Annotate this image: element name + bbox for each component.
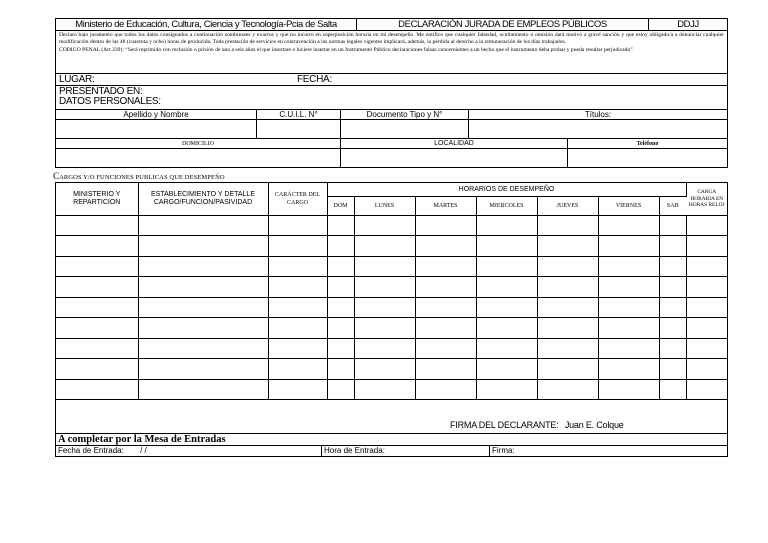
cargo-cell[interactable] — [268, 379, 327, 400]
cargo-cell[interactable] — [659, 359, 686, 380]
cargo-cell[interactable] — [476, 277, 537, 298]
cargo-row — [56, 297, 727, 318]
form-header — [56, 19, 727, 31]
cargo-cell[interactable] — [327, 359, 354, 380]
personal-data-header — [56, 110, 727, 120]
cargo-cell[interactable] — [56, 277, 138, 298]
entry-desk-title: A completar por la Mesa de Entradas — [56, 434, 727, 446]
cargo-cell[interactable] — [659, 236, 686, 257]
address-header — [56, 139, 727, 149]
cargo-cell[interactable] — [268, 318, 327, 339]
cargo-cell[interactable] — [138, 359, 268, 380]
cargo-cell[interactable] — [327, 318, 354, 339]
cargo-cell[interactable] — [659, 338, 686, 359]
cargo-cell[interactable] — [537, 215, 598, 236]
cargo-cell[interactable] — [598, 379, 659, 400]
cargo-cell[interactable] — [138, 256, 268, 277]
cargos-grid — [56, 183, 727, 400]
penal-code-text: CODIGO PENAL (Art.239): “Será reprimido con reclusión o prisión de uno a seis años el que insertare o hiciere insertar en un Instrumento Público declaraciones falsas concernientes a un hecho que el instrumento deba probar y pueda resultar perjudicado”. — [59, 47, 635, 53]
cargo-cell[interactable] — [56, 236, 138, 257]
cargo-cell[interactable] — [686, 379, 727, 400]
cargo-cell[interactable] — [354, 318, 415, 339]
cargo-cell[interactable] — [268, 338, 327, 359]
cargos-header-row-1 — [56, 183, 727, 196]
cargo-cell[interactable] — [686, 236, 727, 257]
cargo-cell[interactable] — [354, 359, 415, 380]
locality-column-header: LOCALIDAD — [341, 139, 568, 148]
cargo-cell[interactable] — [327, 379, 354, 400]
cargo-cell[interactable] — [354, 236, 415, 257]
entry-date-value: / / — [140, 446, 147, 455]
cargo-cell[interactable] — [138, 379, 268, 400]
cargo-cell[interactable] — [476, 359, 537, 380]
cargo-cell[interactable] — [56, 215, 138, 236]
cargo-cell[interactable] — [686, 297, 727, 318]
cargo-cell[interactable] — [138, 215, 268, 236]
cargo-cell[interactable] — [268, 359, 327, 380]
cargo-cell[interactable] — [354, 379, 415, 400]
cargo-row — [56, 215, 727, 236]
locality-field[interactable] — [341, 149, 568, 167]
name-field[interactable] — [56, 120, 257, 138]
entry-time-label: Hora de Entrada: — [324, 446, 385, 455]
day-column-header: JUEVES — [537, 196, 598, 215]
cargo-row — [56, 318, 727, 339]
cargo-cell[interactable] — [415, 236, 476, 257]
cargo-cell[interactable] — [354, 277, 415, 298]
cargo-row — [56, 359, 727, 380]
cargo-cell[interactable] — [327, 277, 354, 298]
cargo-cell[interactable] — [56, 379, 138, 400]
cargo-cell[interactable] — [415, 277, 476, 298]
day-column-header: LUNES — [354, 196, 415, 215]
cargo-cell[interactable] — [659, 256, 686, 277]
cargo-row — [56, 256, 727, 277]
day-column-header: MARTES — [415, 196, 476, 215]
cargo-cell[interactable] — [659, 215, 686, 236]
cargo-cell[interactable] — [476, 236, 537, 257]
cargos-title-initial: C — [53, 171, 60, 181]
cargo-cell[interactable] — [327, 215, 354, 236]
cuil-column-header: C.U.I.L. N° — [257, 110, 341, 119]
cargo-cell[interactable] — [415, 379, 476, 400]
cargo-row — [56, 277, 727, 298]
cargo-cell[interactable] — [476, 379, 537, 400]
ministry-name: Ministerio de Educación, Cultura, Ciencia y Tecnología-Pcia de Salta — [56, 19, 357, 30]
load-column-header: CARGA HORARIA EN HORAS RELOJ — [686, 183, 727, 215]
cargo-cell[interactable] — [415, 338, 476, 359]
signature-area — [55, 400, 728, 433]
cargo-cell[interactable] — [686, 338, 727, 359]
phone-field[interactable] — [568, 149, 727, 167]
cargo-cell[interactable] — [598, 338, 659, 359]
cargo-cell[interactable] — [415, 318, 476, 339]
cuil-field[interactable] — [257, 120, 341, 138]
cargo-cell[interactable] — [138, 297, 268, 318]
cargo-cell[interactable] — [659, 379, 686, 400]
signature-label: FIRMA DEL DECLARANTE: — [450, 420, 559, 430]
cargo-cell[interactable] — [598, 359, 659, 380]
entry-date-label: Fecha de Entrada: — [58, 446, 124, 455]
cargo-cell[interactable] — [354, 297, 415, 318]
cargo-cell[interactable] — [686, 359, 727, 380]
day-column-header: DOM — [327, 196, 354, 215]
oath-text: Declaro bajo juramento que todos los datos consignados a continuación sombreases y exactos y que no incurro en superposición horaria en mi desempeño. Me notifico que cualquier falsedad, ocultamiento u omisión dará motivo a gravé sanción y que estoy obligado/a a denunciar cualquier modificación dentro de las 48 (cuarenta y ocho) horas de producida. Toda prestación de servicios en contravención a las normas legales vigentes implicará, además, la pérdida al derecho a la remuneración de los días trabajados. — [59, 32, 724, 45]
presented-block — [56, 86, 727, 110]
cargo-cell[interactable] — [476, 297, 537, 318]
cargo-row — [56, 236, 727, 257]
ministry-column-header: MINISTERIO Y REPARTICION — [56, 183, 138, 215]
declarant-name: Juan E. Colque — [564, 420, 624, 430]
cargo-cell[interactable] — [268, 215, 327, 236]
address-row — [56, 149, 727, 167]
cargo-cell[interactable] — [598, 318, 659, 339]
cargo-cell[interactable] — [476, 318, 537, 339]
cargo-cell[interactable] — [354, 215, 415, 236]
schedule-column-header: HORARIOS DE DESEMPEÑO — [327, 183, 686, 196]
cargo-cell[interactable] — [537, 256, 598, 277]
presented-label: PRESENTADO EN: — [59, 86, 143, 97]
cargo-cell[interactable] — [686, 277, 727, 298]
cargo-cell[interactable] — [598, 215, 659, 236]
phone-column-header: Teléfono — [636, 140, 659, 147]
cargo-cell[interactable] — [354, 256, 415, 277]
lugar-label: LUGAR: — [59, 74, 95, 85]
personal-data-row — [56, 120, 727, 139]
cargo-cell[interactable] — [138, 318, 268, 339]
form-title: DECLARACIÓN JURADA DE EMPLEOS PÚBLICOS — [357, 19, 649, 30]
cargo-cell[interactable] — [598, 277, 659, 298]
day-column-header: SAB — [659, 196, 686, 215]
cargo-cell[interactable] — [686, 256, 727, 277]
cargo-cell[interactable] — [476, 256, 537, 277]
cargo-cell[interactable] — [327, 297, 354, 318]
character-column-header: CARÁCTER DEL CARGO — [268, 183, 327, 215]
cargo-row — [56, 338, 727, 359]
cargo-cell[interactable] — [354, 338, 415, 359]
cargo-cell[interactable] — [56, 297, 138, 318]
cargo-cell[interactable] — [537, 277, 598, 298]
cargo-cell[interactable] — [327, 236, 354, 257]
legal-declaration — [56, 31, 727, 74]
cargo-cell[interactable] — [268, 256, 327, 277]
cargo-cell[interactable] — [537, 318, 598, 339]
cargo-cell[interactable] — [56, 318, 138, 339]
cargo-row — [56, 379, 727, 400]
cargo-cell[interactable] — [415, 256, 476, 277]
cargo-cell[interactable] — [268, 236, 327, 257]
document-field[interactable] — [341, 120, 469, 138]
cargo-cell[interactable] — [659, 277, 686, 298]
ddjj-form — [55, 18, 728, 168]
cargo-cell[interactable] — [56, 256, 138, 277]
cargo-cell[interactable] — [415, 297, 476, 318]
cargos-section-title — [53, 171, 225, 181]
cargo-cell[interactable] — [138, 236, 268, 257]
cargo-cell[interactable] — [537, 379, 598, 400]
cargo-cell[interactable] — [138, 277, 268, 298]
cargo-cell[interactable] — [686, 215, 727, 236]
fecha-label: FECHA: — [297, 74, 332, 85]
entry-desk-row — [56, 446, 727, 456]
cargo-cell[interactable] — [415, 359, 476, 380]
cargos-title-text: ARGOS Y/O FUNCIONES PUBLICAS QUE DESEMPEÑO — [59, 174, 225, 181]
entry-date[interactable] — [56, 446, 322, 456]
cargo-cell[interactable] — [598, 256, 659, 277]
cargo-cell[interactable] — [56, 338, 138, 359]
name-column-header: Apellido y Nombre — [56, 110, 257, 119]
cargo-cell[interactable] — [598, 236, 659, 257]
domicile-column-header: DOMICILIO — [56, 139, 341, 148]
establishment-column-header: ESTABLECIMIENTO Y DETALLE CARGO/FUNCION/PASIVIDAD — [138, 183, 268, 215]
cargo-cell[interactable] — [476, 215, 537, 236]
cargo-cell[interactable] — [268, 297, 327, 318]
cargo-cell[interactable] — [537, 297, 598, 318]
cargo-cell[interactable] — [415, 215, 476, 236]
entry-signature-label: Firma: — [492, 446, 515, 455]
cargo-cell[interactable] — [268, 277, 327, 298]
form-code: DDJJ — [677, 19, 699, 30]
cargo-cell[interactable] — [476, 338, 537, 359]
personal-data-label: DATOS PERSONALES: — [59, 96, 161, 107]
cargo-cell[interactable] — [138, 338, 268, 359]
cargo-cell[interactable] — [659, 318, 686, 339]
cargo-cell[interactable] — [598, 297, 659, 318]
cargo-cell[interactable] — [686, 318, 727, 339]
place-date-row — [56, 74, 727, 86]
document-column-header: Documento Tipo y N° — [341, 110, 469, 119]
cargo-cell[interactable] — [537, 338, 598, 359]
entry-desk-section — [55, 433, 728, 457]
cargo-cell[interactable] — [537, 236, 598, 257]
cargo-cell[interactable] — [327, 256, 354, 277]
day-column-header: MIERCOLES — [476, 196, 537, 215]
day-column-header: VIERNES — [598, 196, 659, 215]
cargo-cell[interactable] — [327, 338, 354, 359]
titles-field[interactable] — [469, 120, 727, 138]
cargo-cell[interactable] — [537, 359, 598, 380]
domicile-field[interactable] — [56, 149, 341, 167]
cargo-cell[interactable] — [659, 297, 686, 318]
cargo-cell[interactable] — [56, 359, 138, 380]
entry-time[interactable] — [322, 446, 490, 456]
titles-column-header: Títulos: — [584, 110, 612, 119]
entry-signature[interactable] — [490, 446, 727, 456]
cargos-table — [55, 182, 728, 422]
